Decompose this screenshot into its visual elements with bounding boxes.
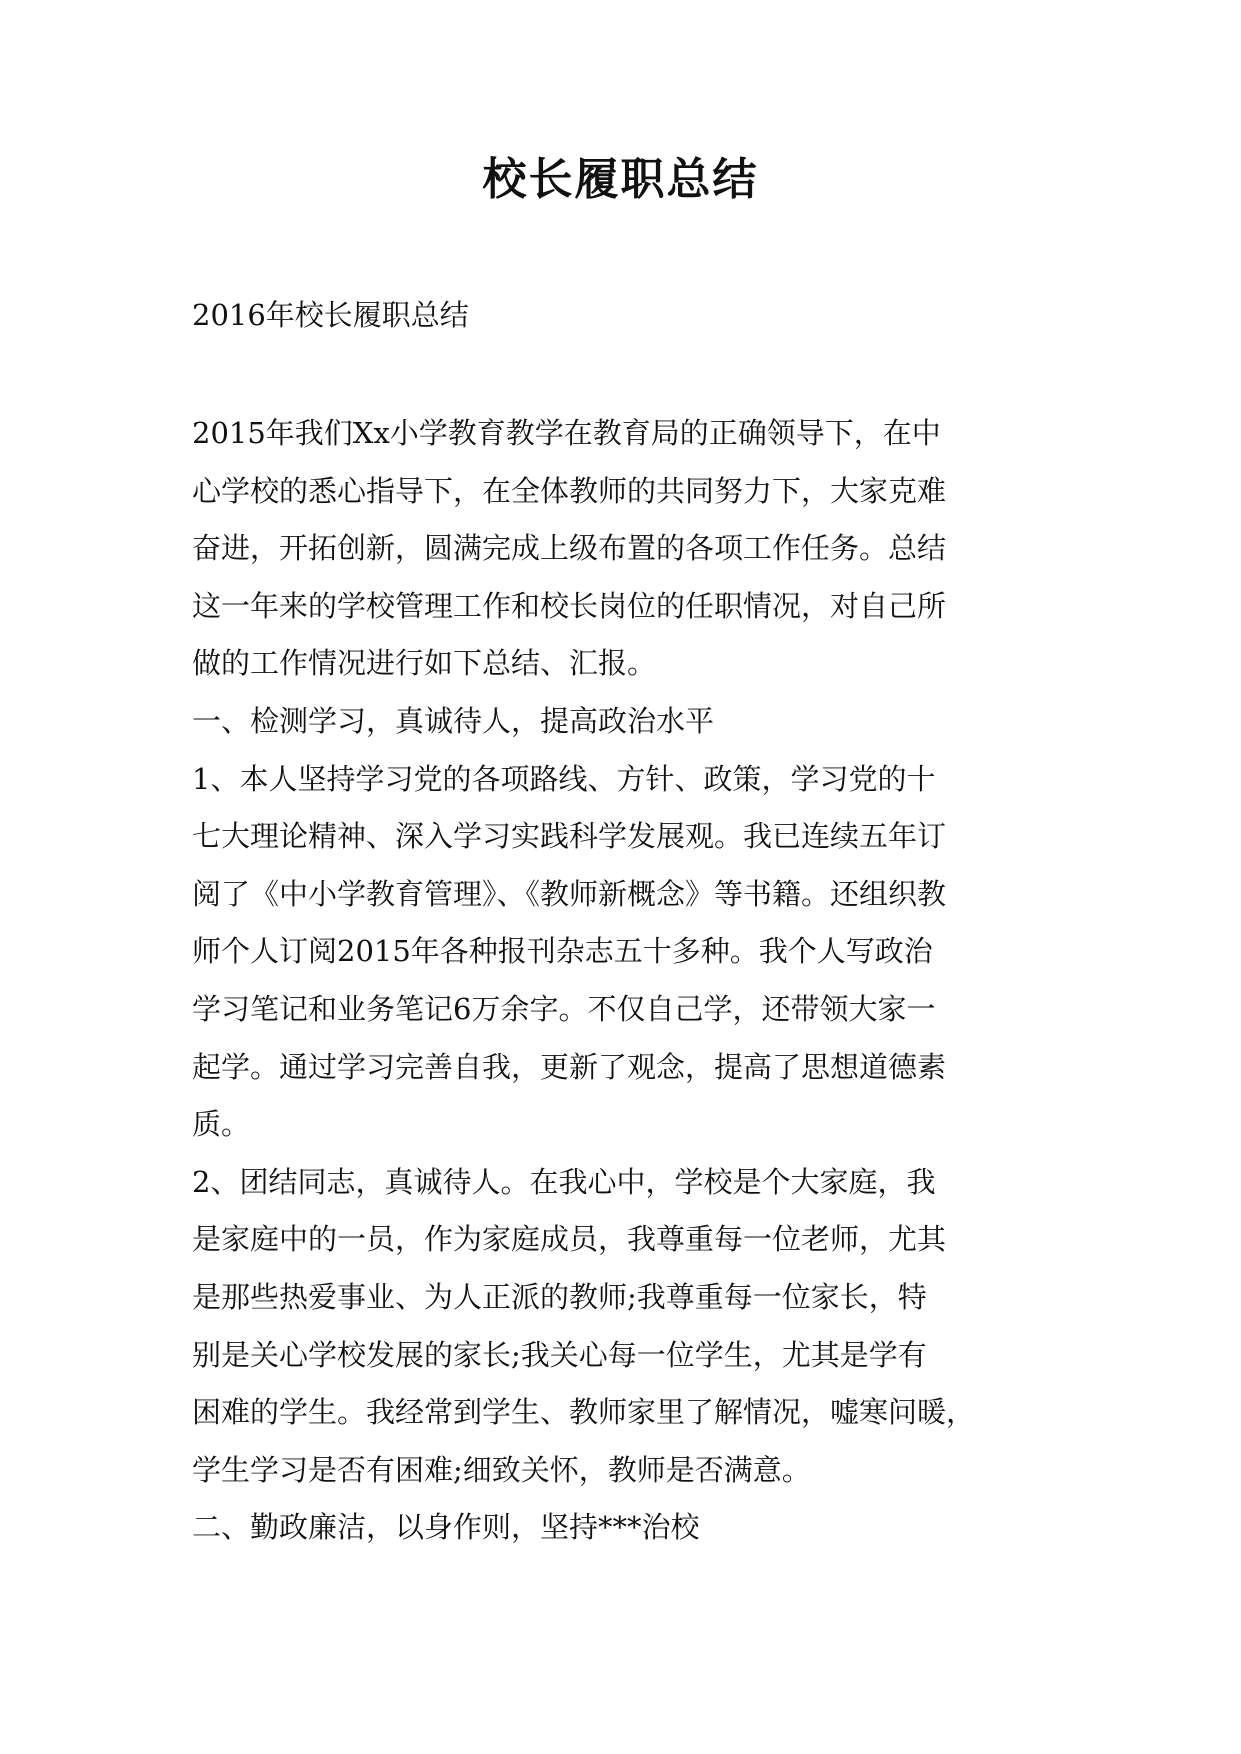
body-line: 是那些热爱事业、为人正派的教师;我尊重每一位家长，特 — [192, 1279, 927, 1314]
body-line: 2、团结同志，真诚待人。在我心中，学校是个大家庭，我 — [192, 1164, 936, 1199]
body-line: 做的工作情况进行如下总结、汇报。 — [192, 646, 657, 681]
body-line: 心学校的悉心指导下，在全体教师的共同努力下，大家克难 — [192, 473, 947, 508]
body-line: 学习笔记和业务笔记6万余字。不仅自己学，还带领大家一 — [192, 991, 936, 1026]
body-line: 这一年来的学校管理工作和校长岗位的任职情况，对自己所 — [192, 588, 947, 623]
body-line: 质。 — [192, 1107, 251, 1142]
body-line: 是家庭中的一员，作为家庭成员，我尊重每一位老师，尤其 — [192, 1222, 947, 1257]
body-line: 七大理论精神、深入学习实践科学发展观。我已连续五年订 — [192, 819, 947, 854]
body-line: 困难的学生。我经常到学生、教师家里了解情况，嘘寒问暖， — [192, 1395, 976, 1430]
document-subtitle: 2016年校长履职总结 — [192, 298, 469, 332]
section-heading-1: 一、检测学习，真诚待人，提高政治水平 — [192, 703, 715, 738]
body-line: 学生学习是否有困难;细致关怀，教师是否满意。 — [192, 1452, 811, 1487]
body-line: 阅了《中小学教育管理》、《教师新概念》等书籍。还组织教 — [192, 876, 947, 911]
body-line: 起学。通过学习完善自我，更新了观念，提高了思想道德素 — [192, 1049, 947, 1084]
body-line: 奋进，开拓创新，圆满完成上级布置的各项工作任务。总结 — [192, 531, 947, 566]
document-title: 校长履职总结 — [482, 154, 759, 205]
body-line: 2015年我们Xx小学教育教学在教育局的正确领导下，在中 — [192, 416, 941, 450]
document-body — [192, 405, 1052, 1557]
body-line: 师个人订阅2015年各种报刊杂志五十多种。我个人写政治 — [192, 934, 933, 969]
body-line: 1、本人坚持学习党的各项路线、方针、政策，学习党的十 — [192, 761, 936, 796]
body-line: 别是关心学校发展的家长;我关心每一位学生，尤其是学有 — [192, 1337, 927, 1372]
section-heading-2: 二、勤政廉洁，以身作则，坚持***治校 — [192, 1510, 700, 1545]
